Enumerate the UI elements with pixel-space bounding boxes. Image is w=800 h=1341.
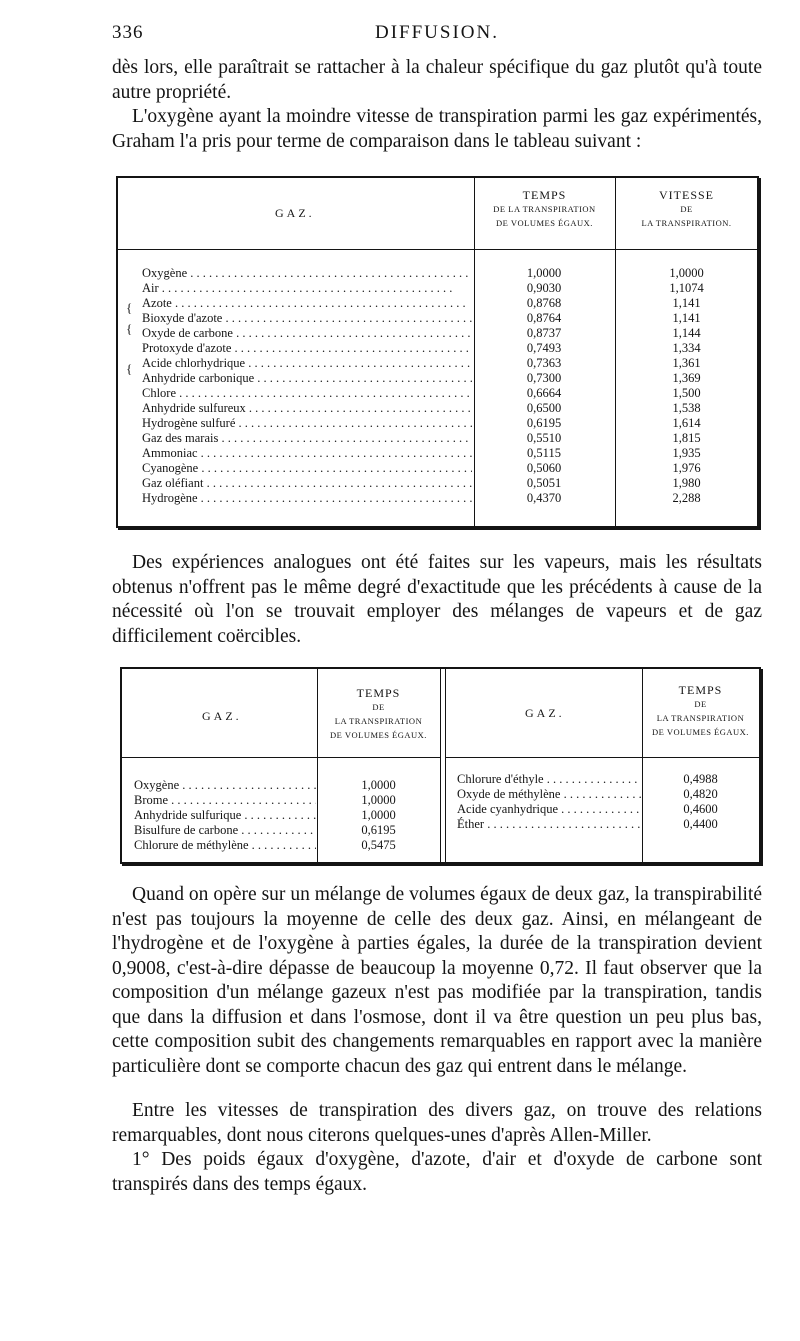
column-header-temps <box>474 188 615 230</box>
table-row <box>445 787 759 802</box>
temps-value: 0,5475 <box>361 838 396 852</box>
gas-name: Cyanogène . . . <box>142 461 472 476</box>
column-header-temps-right <box>642 683 759 739</box>
gas-name: Gaz oléfiant . . . <box>142 476 472 491</box>
temps-value: 1,0000 <box>526 266 562 280</box>
vitesse-value: 1,334 <box>672 341 701 355</box>
table-row <box>118 326 757 341</box>
paragraph-4: Quand on opère sur un mélange de volumes égaux de deux gaz, la transpirabilité n'est pas toujours la moyenne de celle des deux gaz. Ainsi, en mélangeant de l'hydrogène et de l'oxygène à parties égales, la durée de la transpiration devient 0,9008, c'est-à-dire dépasse de beaucoup la moyenne 0,72. Il faut observer que la composition d'un mélange gazeux n'est pas modifiée par la transpiration, tandis que dans la diffusion et dans l'osmose, dont il va être question un peu plus bas, cette composition subit des changements remarquables en rapport avec la manière particulière dont se comporte chacun des gaz qui entrent dans le mélange. <box>112 884 762 1077</box>
header-line: DE VOLUMES ÉGAUX. <box>496 218 593 228</box>
paragraph-1: dès lors, elle paraîtrait se rattacher à la chaleur spécifique du gaz plutôt qu'à toute autre propriété. <box>112 57 762 103</box>
temps-value: 0,6664 <box>526 386 562 400</box>
gas-name: Anhydride sulfureux . . . <box>142 401 472 416</box>
header-line: DE <box>680 204 693 214</box>
vitesse-value: 1,935 <box>672 446 701 460</box>
header-line: TEMPS <box>522 188 567 202</box>
temps-value: 0,5060 <box>526 461 562 475</box>
temps-value: 0,7493 <box>526 341 562 355</box>
gas-name: Chlorure de méthylène . . . <box>134 838 316 853</box>
header-line: DE LA TRANSPIRATION <box>493 204 596 214</box>
table-row <box>122 823 440 838</box>
paragraph-6: 1° Des poids égaux d'oxygène, d'azote, d'air et d'oxyde de carbone sont transpirés dans des temps égaux. <box>112 1149 762 1195</box>
column-header-gaz-left: GAZ. <box>202 709 242 723</box>
page-header <box>112 22 762 52</box>
table-row <box>118 431 757 446</box>
temps-value: 0,8764 <box>526 311 562 325</box>
vitesse-value: 1,144 <box>672 326 701 340</box>
header-line: VITESSE <box>659 188 714 202</box>
gas-name: Bioxyde d'azote . . . <box>142 311 472 326</box>
gas-name: Oxygène . . . <box>142 266 472 281</box>
running-title: DIFFUSION. <box>375 22 499 43</box>
gas-name: Oxyde de méthylène . . . <box>457 787 641 802</box>
brace-mark: { <box>126 321 133 336</box>
temps-value: 0,4988 <box>683 772 718 786</box>
header-line: DE VOLUMES ÉGAUX. <box>330 730 427 740</box>
vitesse-value: 1,141 <box>672 311 701 325</box>
gas-name: Anhydride sulfurique . . . <box>134 808 316 823</box>
column-header-temps-left <box>317 686 440 742</box>
table-header-rule <box>122 757 440 758</box>
temps-value: 0,9030 <box>526 281 562 295</box>
temps-value: 0,6500 <box>526 401 562 415</box>
header-line: DE VOLUMES ÉGAUX. <box>652 727 749 737</box>
table-row <box>118 371 757 386</box>
gas-name: Oxyde de carbone . . . <box>142 326 472 341</box>
vitesse-value: 1,980 <box>672 476 701 490</box>
temps-value: 0,8737 <box>526 326 562 340</box>
gas-name: Protoxyde d'azote . . . <box>142 341 472 356</box>
vitesse-value: 1,141 <box>672 296 701 310</box>
vitesse-value: 1,538 <box>672 401 701 415</box>
temps-value: 0,6195 <box>526 416 562 430</box>
vitesse-value: 1,614 <box>672 416 701 430</box>
header-line: LA TRANSPIRATION <box>334 716 423 726</box>
table-row <box>118 266 757 281</box>
temps-value: 0,5051 <box>526 476 562 490</box>
table-row <box>118 356 757 371</box>
table-header-rule <box>118 249 757 250</box>
vapor-transpiration-table <box>120 667 761 864</box>
table-row <box>118 461 757 476</box>
table-row <box>445 817 759 832</box>
temps-value: 1,0000 <box>361 778 396 792</box>
table-row <box>118 311 757 326</box>
table-row <box>118 446 757 461</box>
column-header-vitesse <box>615 188 758 230</box>
table-row <box>118 296 757 311</box>
gas-name: Hydrogène sulfuré . . . <box>142 416 472 431</box>
temps-value: 0,5510 <box>526 431 562 445</box>
header-line: TEMPS <box>678 683 723 697</box>
brace-mark: { <box>126 300 133 315</box>
vitesse-value: 1,500 <box>672 386 701 400</box>
gas-name: Azote . . . <box>142 296 472 311</box>
gas-name: Oxygène . . . <box>134 778 316 793</box>
vitesse-value: 1,815 <box>672 431 701 445</box>
temps-value: 1,0000 <box>361 808 396 822</box>
temps-value: 0,8768 <box>526 296 562 310</box>
header-line: TEMPS <box>356 686 401 700</box>
table-row <box>122 838 440 853</box>
temps-value: 0,4400 <box>683 817 718 831</box>
gas-name: Chlore . . . <box>142 386 472 401</box>
paragraph-3: Des expériences analogues ont été faites sur les vapeurs, mais les résultats obtenus n'offrent pas le même degré d'exactitude que les précédents à cause de la nécessité où l'on se trouvait employer des mélanges de vapeurs et de gaz difficilement coërcibles. <box>112 552 762 647</box>
header-line: DE <box>372 702 385 712</box>
temps-value: 0,7363 <box>526 356 562 370</box>
table-row <box>122 793 440 808</box>
temps-value: 0,7300 <box>526 371 562 385</box>
table-row <box>118 386 757 401</box>
table-divider <box>440 669 441 862</box>
table-row <box>445 802 759 817</box>
gas-transpiration-table <box>116 176 759 528</box>
gas-name: Bisulfure de carbone . . . <box>134 823 316 838</box>
temps-value: 0,4820 <box>683 787 718 801</box>
table-row <box>118 401 757 416</box>
temps-value: 0,4600 <box>683 802 718 816</box>
table-row <box>122 778 440 793</box>
vitesse-value: 2,288 <box>672 491 701 505</box>
header-line: LA TRANSPIRATION. <box>641 218 732 228</box>
gas-name: Acide cyanhydrique . . . <box>457 802 641 817</box>
header-line: DE <box>694 699 707 709</box>
temps-value: 0,4370 <box>526 491 562 505</box>
vitesse-value: 1,1074 <box>669 281 704 295</box>
gas-name: Chlorure d'éthyle . . . <box>457 772 641 787</box>
paragraph-5: Entre les vitesses de transpiration des divers gaz, on trouve des relations remarquables, dont nous citerons quelques-unes d'après Allen-Miller. <box>112 1100 762 1146</box>
vitesse-value: 1,361 <box>672 356 701 370</box>
table-row <box>445 772 759 787</box>
table-row <box>118 416 757 431</box>
gas-name: Ammoniac . . . <box>142 446 472 461</box>
paragraph-2: L'oxygène ayant la moindre vitesse de transpiration parmi les gaz expérimentés, Graham l'a pris pour terme de comparaison dans le tableau suivant : <box>112 106 762 152</box>
table-row <box>118 476 757 491</box>
table-row <box>118 491 757 506</box>
temps-value: 0,6195 <box>361 823 396 837</box>
gas-name: Hydrogène . . . <box>142 491 472 506</box>
brace-mark: { <box>126 361 133 376</box>
temps-value: 1,0000 <box>361 793 396 807</box>
page-number: 336 <box>112 22 144 43</box>
table-row <box>118 341 757 356</box>
column-header-gaz-right: GAZ. <box>525 706 565 720</box>
vitesse-value: 1,369 <box>672 371 701 385</box>
table-row <box>122 808 440 823</box>
gas-name: Air . . . <box>142 281 472 296</box>
column-header-gaz: GAZ. <box>275 206 315 220</box>
gas-name: Éther . . . <box>457 817 641 832</box>
vitesse-value: 1,976 <box>672 461 701 475</box>
gas-name: Brome . . . <box>134 793 316 808</box>
gas-name: Gaz des marais . . . <box>142 431 472 446</box>
table-divider <box>445 669 446 862</box>
gas-name: Anhydride carbonique . . . <box>142 371 472 386</box>
temps-value: 0,5115 <box>527 446 561 460</box>
table-header-rule <box>445 757 759 758</box>
gas-name: Acide chlorhydrique . . . <box>142 356 472 371</box>
vitesse-value: 1,0000 <box>669 266 704 280</box>
table-row <box>118 281 757 296</box>
header-line: LA TRANSPIRATION <box>656 713 745 723</box>
